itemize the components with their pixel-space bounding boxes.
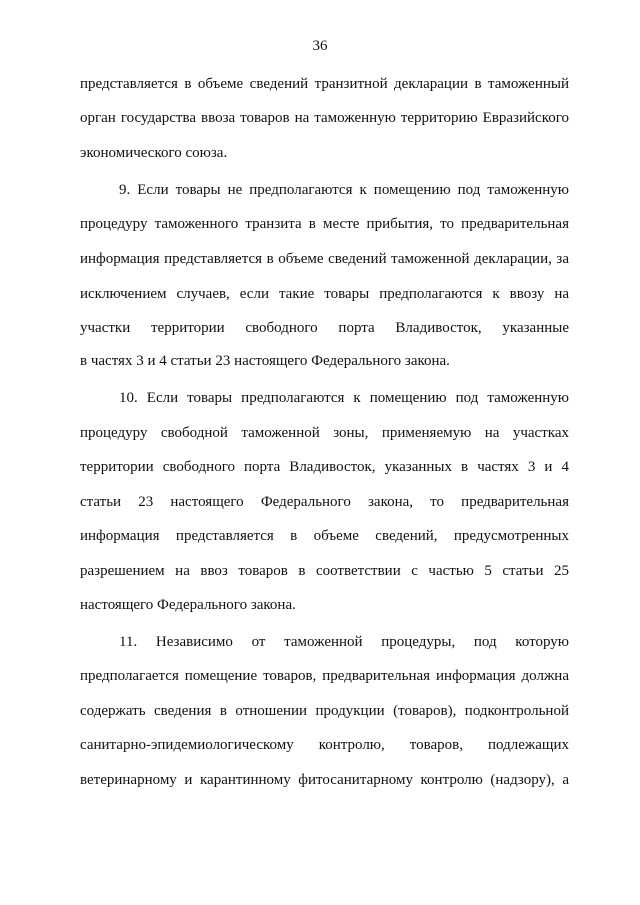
text-line: представляется в объеме сведений транзитной декларации в таможенный [80, 76, 569, 92]
text-line: орган государства ввоза товаров на таможенную территорию Евразийского [80, 110, 569, 126]
text-line: содержать сведения в отношении продукции (товаров), подконтрольной [80, 703, 569, 719]
text-line: 9. Если товары не предполагаются к помещению под таможенную [119, 182, 569, 198]
text-line: информация представляется в объеме сведений таможенной декларации, за [80, 251, 569, 267]
text-line: настоящего Федерального закона. [80, 597, 296, 613]
text-line: исключением случаев, если такие товары предполагаются к ввозу на [80, 286, 569, 302]
text-line: санитарно-эпидемиологическому контролю, товаров, подлежащих [80, 737, 569, 753]
text-line: ветеринарному и карантинному фитосанитарному контролю (надзору), а [80, 772, 569, 788]
text-line: территории свободного порта Владивосток, указанных в частях 3 и 4 [80, 459, 569, 475]
text-line: статьи 23 настоящего Федерального закона, то предварительная [80, 494, 569, 510]
text-line: 10. Если товары предполагаются к помещению под таможенную [119, 390, 569, 406]
text-line: информация представляется в объеме сведений, предусмотренных [80, 528, 569, 544]
text-line: разрешением на ввоз товаров в соответствии с частью 5 статьи 25 [80, 563, 569, 579]
page-number: 36 [312, 38, 328, 54]
text-line: экономического союза. [80, 145, 228, 161]
text-line: процедуру свободной таможенной зоны, применяемую на участках [80, 425, 569, 441]
text-line: 11. Независимо от таможенной процедуры, под которую [119, 634, 569, 650]
text-line: в частях 3 и 4 статьи 23 настоящего Федерального закона. [80, 353, 450, 369]
text-line: процедуру таможенного транзита в месте прибытия, то предварительная [80, 216, 569, 232]
text-line: предполагается помещение товаров, предварительная информация должна [80, 668, 569, 684]
text-line: участки территории свободного порта Владивосток, указанные [80, 320, 569, 336]
